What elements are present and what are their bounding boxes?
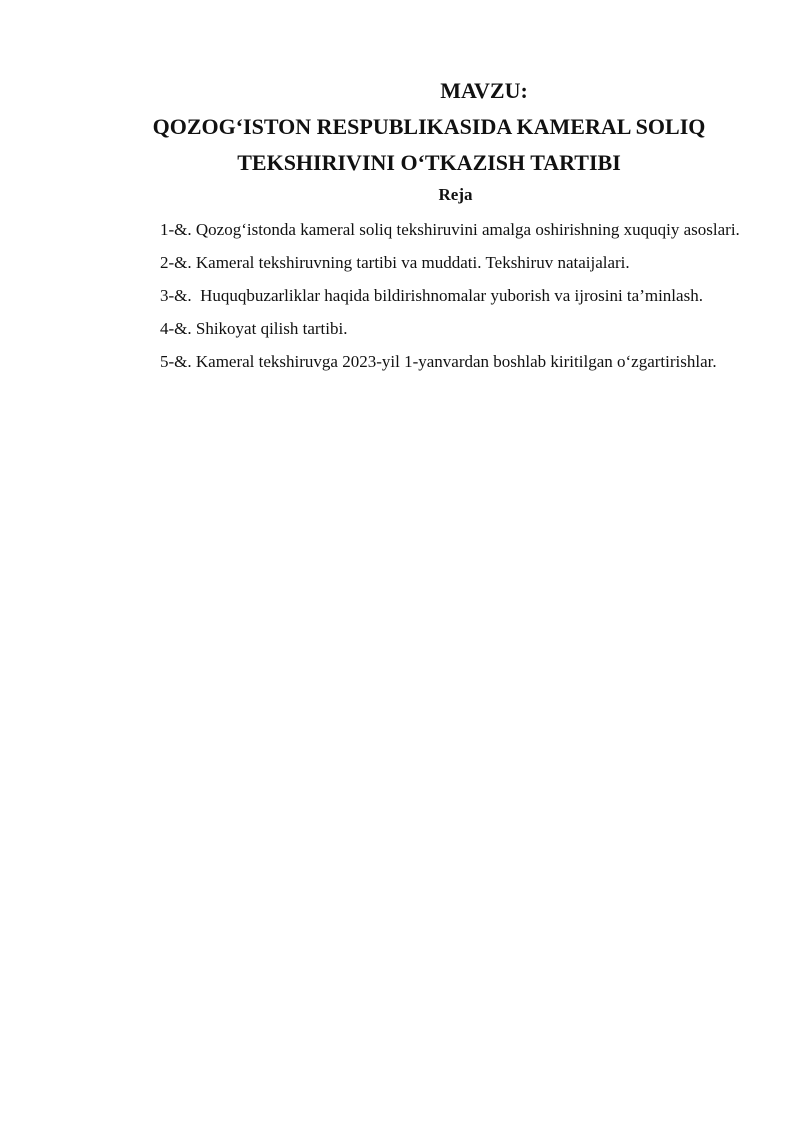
plan-item-5 <box>113 345 742 378</box>
plan-item-text: 4-&. Shikoyat qilish tartibi. <box>160 319 348 338</box>
plan-item-text: 3-&. Huquqbuzarliklar haqida bildirishnomalar yuborish va ijrosini ta’minlash. <box>160 286 703 305</box>
plan-item-text: 5-&. Kameral tekshiruvga 2023-yil 1-yanvardan boshlab kiritilgan o‘zgartirishlar. <box>160 352 717 371</box>
plan-item-4 <box>113 312 742 345</box>
plan-title: Reja <box>438 185 473 204</box>
plan-item-text: 2-&. Kameral tekshiruvning tartibi va muddati. Tekshiruv nataijalari. <box>160 253 630 272</box>
topic-title-line-2: TEKSHIRIVINI O‘TKAZISH TARTIBI <box>237 150 621 175</box>
topic-title-line-1: QOZOG‘ISTON RESPUBLIKASIDA KAMERAL SOLIQ <box>152 114 706 139</box>
plan-item-2 <box>113 246 742 279</box>
plan-item-3 <box>113 279 742 312</box>
document-heading <box>58 78 800 176</box>
plan-item-text: 1-&. Qozog‘istonda kameral soliq tekshiruvini amalga oshirishning xuquqiy asoslari. <box>160 220 740 239</box>
plan-list <box>113 213 742 378</box>
topic-label: MAVZU: <box>440 78 528 103</box>
plan-item-1 <box>113 213 742 246</box>
